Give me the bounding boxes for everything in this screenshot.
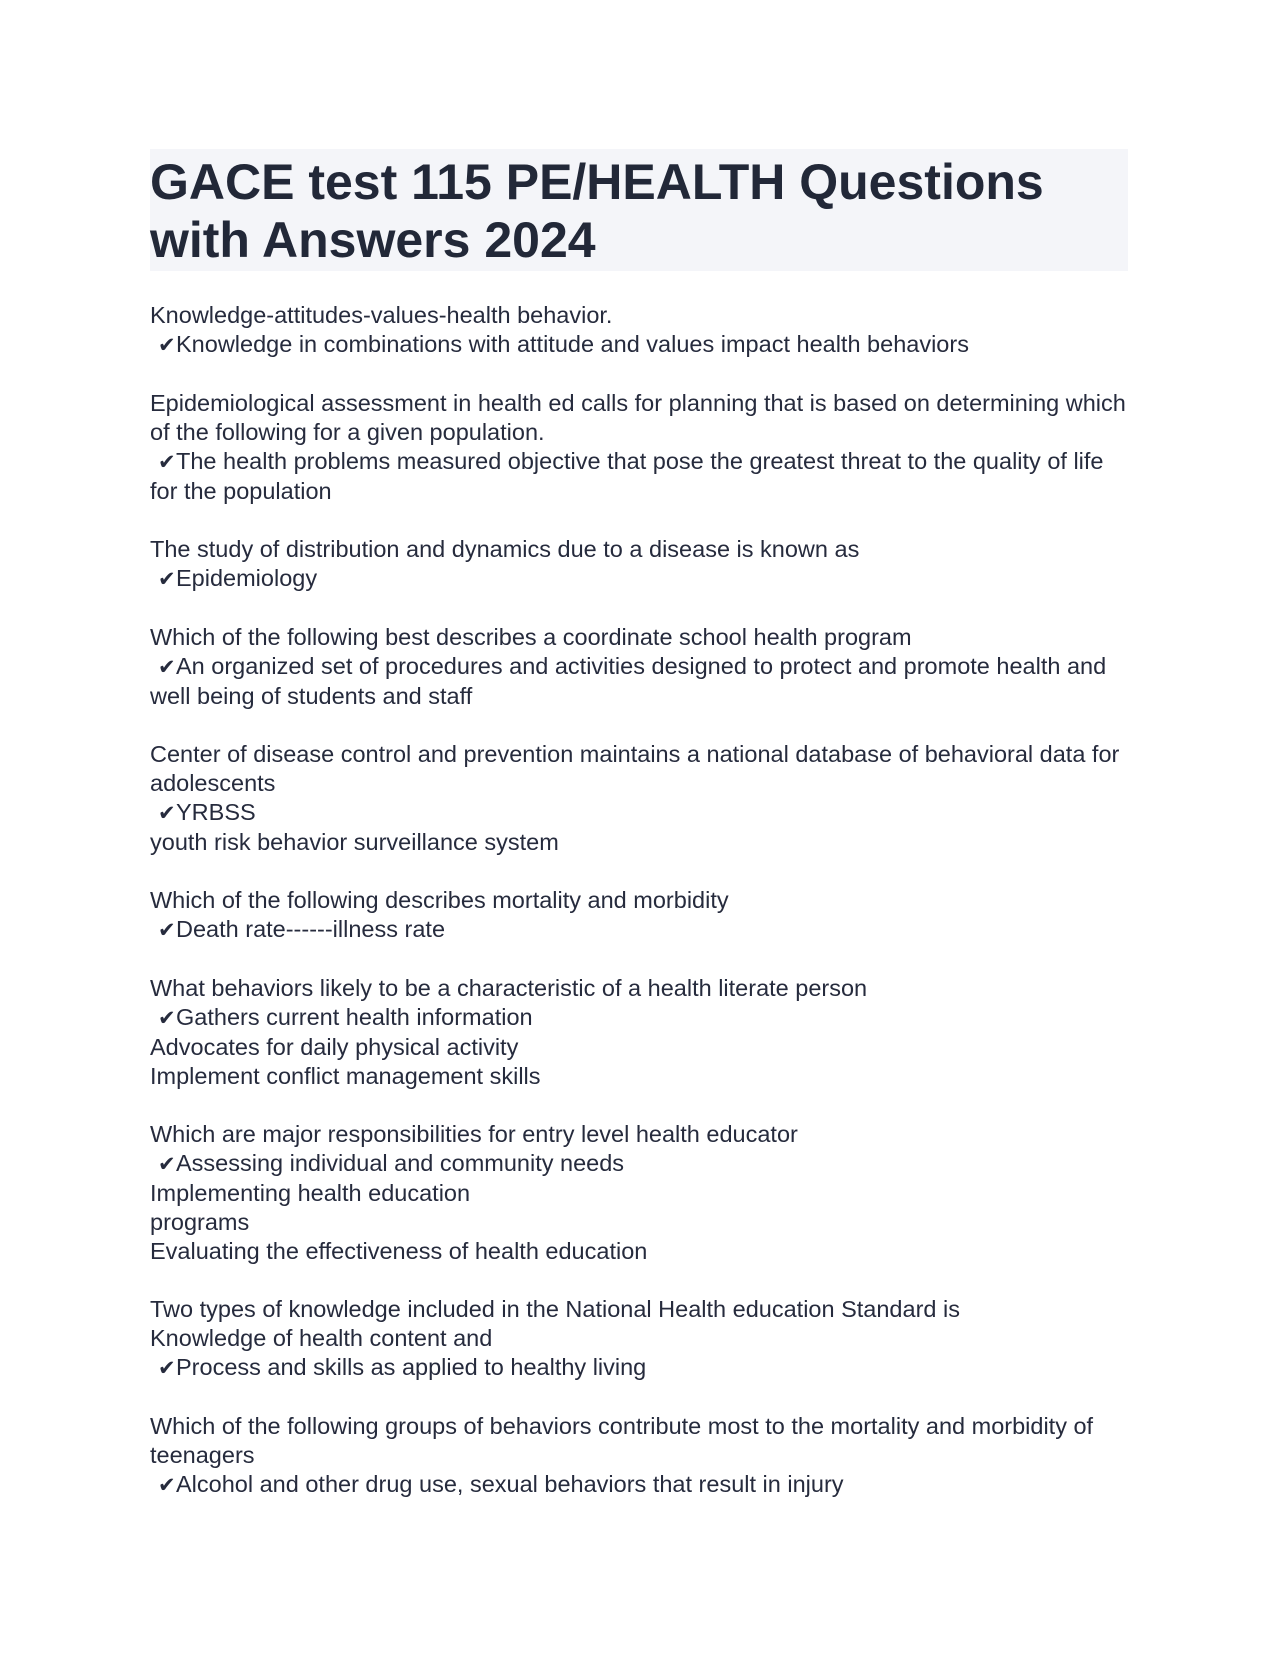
answer-line	[150, 447, 1128, 506]
qa-item	[150, 886, 1128, 945]
answer-text: Process and skills as applied to healthy living	[176, 1354, 647, 1380]
answer-line	[150, 915, 1128, 945]
answer-line	[150, 652, 1128, 711]
qa-item	[150, 1120, 1128, 1266]
question-text: Which of the following describes mortality and morbidity	[150, 887, 729, 913]
checkmark-icon: ✔	[158, 655, 176, 679]
answer-extra-text: programs	[150, 1209, 250, 1235]
answer-line	[150, 1149, 1128, 1179]
qa-item	[150, 623, 1128, 711]
checkmark-icon: ✔	[158, 1152, 176, 1176]
qa-item	[150, 1412, 1128, 1500]
answer-line	[150, 564, 1128, 594]
answer-line	[150, 1470, 1128, 1500]
qa-item	[150, 1295, 1128, 1383]
checkmark-icon: ✔	[158, 567, 176, 591]
answer-text: Gathers current health information	[176, 1004, 533, 1030]
question-text: Two types of knowledge included in the National Health education Standard is	[150, 1296, 960, 1322]
qa-item	[150, 974, 1128, 1091]
document-page	[150, 149, 1133, 1529]
checkmark-icon: ✔	[158, 1356, 176, 1380]
question-text: What behaviors likely to be a characteristic of a health literate person	[150, 975, 868, 1001]
checkmark-icon: ✔	[158, 450, 176, 474]
answer-text: YRBSS	[176, 799, 256, 825]
answer-text: Epidemiology	[176, 565, 318, 591]
question-text: Epidemiological assessment in health ed calls for planning that is based on determining which of the following for a given population.	[150, 390, 1133, 445]
question-text: The study of distribution and dynamics due to a disease is known as	[150, 536, 860, 562]
qa-item	[150, 301, 1128, 360]
qa-item	[150, 535, 1128, 594]
question-text: Knowledge-attitudes-values-health behavior.	[150, 302, 613, 328]
answer-text: The health problems measured objective that pose the greatest threat to the quality of life for the population	[150, 448, 1104, 504]
answer-extra-text: Implement conflict management skills	[150, 1063, 541, 1089]
question-text: Which of the following groups of behaviors contribute most to the mortality and morbidity of teenagers	[150, 1413, 1100, 1468]
answer-text: Assessing individual and community needs	[176, 1150, 625, 1176]
question-text: Knowledge of health content and	[150, 1325, 493, 1351]
page-title: GACE test 115 PE/HEALTH Questions with Answers 2024	[150, 154, 1044, 268]
answer-line	[150, 1353, 1128, 1383]
answer-text: Knowledge in combinations with attitude and values impact health behaviors	[176, 331, 969, 357]
answer-line	[150, 330, 1128, 360]
qa-item	[150, 740, 1128, 857]
question-text: Which of the following best describes a coordinate school health program	[150, 624, 912, 650]
answer-extra-text: Implementing health education	[150, 1180, 471, 1206]
qa-item	[150, 389, 1133, 506]
checkmark-icon: ✔	[158, 918, 176, 942]
answer-extra-text: Evaluating the effectiveness of health education	[150, 1238, 648, 1264]
answer-text: Alcohol and other drug use, sexual behaviors that result in injury	[176, 1471, 844, 1497]
title-banner	[150, 149, 1128, 271]
checkmark-icon: ✔	[158, 1006, 176, 1030]
answer-text: Death rate------illness rate	[176, 916, 446, 942]
answer-extra-text: Advocates for daily physical activity	[150, 1034, 519, 1060]
answer-extra-text: youth risk behavior surveillance system	[150, 829, 559, 855]
answer-line	[150, 1003, 1128, 1033]
checkmark-icon: ✔	[158, 801, 176, 825]
answer-text: An organized set of procedures and activities designed to protect and promote health and well being of students and staff	[150, 653, 1107, 709]
question-text: Which are major responsibilities for entry level health educator	[150, 1121, 798, 1147]
answer-line	[150, 798, 1128, 828]
question-text: Center of disease control and prevention maintains a national database of behavioral data for adolescents	[150, 741, 1126, 796]
checkmark-icon: ✔	[158, 333, 176, 357]
qa-list	[150, 301, 1133, 1500]
checkmark-icon: ✔	[158, 1473, 176, 1497]
